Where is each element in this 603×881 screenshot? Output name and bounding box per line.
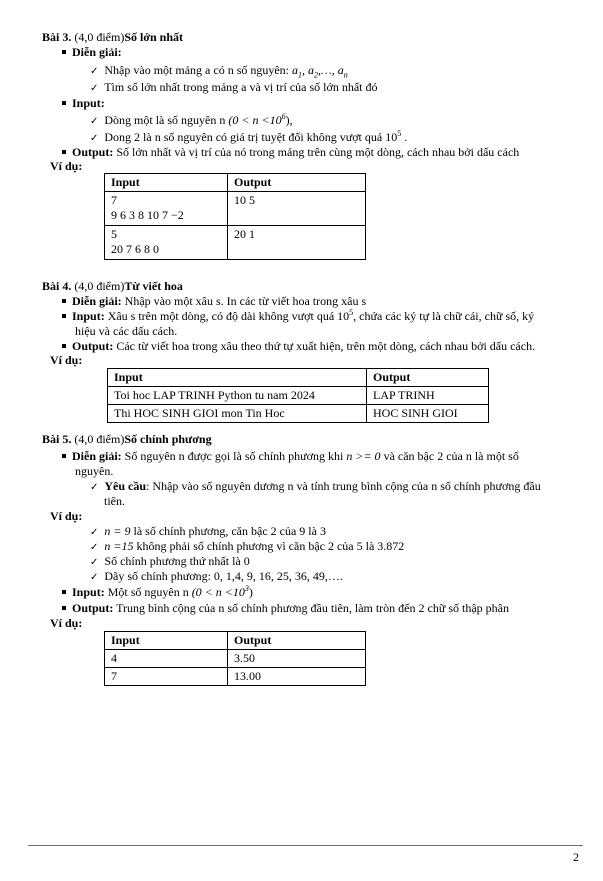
table-cell-output: 10 5 (228, 192, 366, 226)
b5-heading (42, 432, 212, 447)
b3-dg-item-2 (90, 80, 378, 96)
checkmark-icon: ✓ (90, 482, 99, 493)
b3-dg2-text: Tìm số lớn nhất trong mảng a và vị trí của số lớn nhất đó (104, 80, 378, 94)
b4-example-table (107, 368, 489, 423)
b3-in1-math: ($0 < n <10^6$ (228, 112, 286, 127)
table-cell-input: 5 20 7 6 8 0 (105, 226, 228, 260)
b5-input-label: Input: (72, 585, 105, 599)
table-row (108, 387, 489, 405)
checkmark-icon: ✓ (90, 542, 99, 553)
b3-dien-giai (62, 45, 122, 60)
b3-in1-text: Dòng một là số nguyên n (104, 113, 226, 127)
b4-dien-giai (62, 294, 366, 309)
b5-output (62, 601, 509, 616)
table-row (105, 192, 366, 226)
b5-yc-cont: tiên. (104, 494, 125, 508)
table-cell-output: HOC SINH GIOI (367, 405, 489, 423)
checkmark-icon: ✓ (90, 133, 99, 144)
table-header-row (108, 369, 489, 387)
b3-input-label: Input: (72, 96, 105, 110)
table-row (105, 650, 366, 668)
b3-example-table (104, 173, 366, 260)
checkmark-icon: ✓ (90, 572, 99, 583)
b4-heading-num: Bài 4. (42, 279, 72, 293)
b3-heading-num: Bài 3. (42, 30, 72, 44)
b5-heading-title: Số chính phương (124, 432, 212, 446)
b3-dien-giai-label: Diễn giải: (72, 45, 122, 59)
b3-input (62, 96, 105, 111)
square-bullet-icon (62, 299, 66, 303)
b4-heading-title: Từ viết hoa (124, 279, 183, 293)
b4-dien-giai-label: Diễn giải: (72, 294, 122, 308)
b5-output-label: Output: (72, 601, 114, 615)
b3-dg-item-1 (90, 63, 348, 79)
b3-heading-title: Số lớn nhất (124, 30, 184, 44)
square-bullet-icon (62, 454, 66, 458)
table-header-input: Input (108, 369, 367, 387)
square-bullet-icon (62, 50, 66, 54)
checkmark-icon: ✓ (90, 116, 99, 127)
footer-divider (28, 845, 583, 846)
b5-heading-points: (4,0 điểm) (74, 432, 125, 446)
square-bullet-icon (62, 590, 66, 594)
b3-in-item-2: ✓ Dong 2 là n số nguyên có giá trị tuyệt đối không vượt quá $10^5$ . (90, 129, 408, 144)
table-cell-input: 7 9 6 3 8 10 7 −2 (105, 192, 228, 226)
table-cell-output: 13.00 (228, 668, 366, 686)
b3-output-text: Số lớn nhất và vị trí của nó trong mảng trên cùng một dòng, cách nhau bởi dấu cách (116, 145, 520, 159)
b4-heading-points: (4,0 điểm) (74, 279, 125, 293)
b5-input: Input: Một số nguyên n $(0 < n <10^3)$ (62, 585, 253, 600)
b4-vidu-label: Ví dụ: (50, 353, 83, 367)
b4-input-label: Input: (72, 309, 105, 323)
table-cell-output: 3.50 (228, 650, 366, 668)
b3-dg1-text: Nhập vào một mảng a có n số nguyên: (104, 63, 290, 77)
square-bullet-icon (62, 101, 66, 105)
square-bullet-icon (62, 606, 66, 610)
b3-heading (42, 30, 183, 45)
b5-dien-giai-label: Diễn giải: (72, 449, 122, 463)
b4-input-cont: hiệu và các dấu cách. (75, 324, 178, 338)
table-cell-input: 4 (105, 650, 228, 668)
b5-vidu2-label: Ví dụ: (50, 616, 83, 630)
b3-heading-points: (4,0 điểm) (74, 30, 125, 44)
table-cell-input: Thi HOC SINH GIOI mon Tin Hoc (108, 405, 367, 423)
b3-vidu-label: Ví dụ: (50, 159, 83, 173)
b4-heading (42, 279, 183, 294)
table-cell-input: 7 (105, 668, 228, 686)
b5-vidu-label: Ví dụ: (50, 509, 83, 523)
b4-output (62, 339, 535, 354)
b5-ex-item-1: ✓ n = 9 là số chính phương, căn bậc 2 của 9 là 3 (90, 524, 326, 538)
table-cell-output: LAP TRINH (367, 387, 489, 405)
table-header-input: Input (105, 632, 228, 650)
b4-input: Input: Xâu s trên một dòng, có độ dài không vượt quá $10^5$, chứa các ký tự là chữ cái, chữ số, ký (62, 309, 587, 324)
table-row (105, 668, 366, 686)
b5-heading-num: Bài 5. (42, 432, 72, 446)
table-header-row (105, 174, 366, 192)
b4-dien-giai-text: Nhập vào một xâu s. In các từ viết hoa trong xâu s (124, 294, 367, 308)
table-cell-output: 20 1 (228, 226, 366, 260)
checkmark-icon: ✓ (90, 66, 99, 77)
square-bullet-icon (62, 314, 66, 318)
b5-output-text: Trung bình cộng của n số chính phương đầu tiên, làm tròn đến 2 chữ số thập phân (116, 601, 509, 615)
b4-output-text: Các từ viết hoa trong xâu theo thứ tự xuất hiện, trên một dòng, cách nhau bởi dấu cách. (116, 339, 536, 353)
b3-in-item-1: ✓ Dòng một là số nguyên n $(0 < n <10^6)$, (90, 112, 293, 127)
b5-yeu-cau: ✓ Yêu cầu: Nhập vào số nguyên dương n và tính trung bình cộng của n số chính phương đầu (90, 479, 541, 493)
square-bullet-icon (62, 344, 66, 348)
table-header-output: Output (228, 174, 366, 192)
b3-dg1-seq: $a_1$, $a_2,\dots$, $a_n$ (292, 63, 348, 80)
b5-dien-giai: Diễn giải: Số nguyên n được gọi là số chính phương khi n >= 0 và căn bậc 2 của n là một số (62, 449, 587, 464)
page-number: 2 (573, 850, 579, 864)
b5-ex-item-3: ✓ Số chính phương thứ nhất là 0 (90, 554, 250, 568)
checkmark-icon: ✓ (90, 557, 99, 568)
square-bullet-icon (62, 150, 66, 154)
table-header-input: Input (105, 174, 228, 192)
b5-yc-label: Yêu cầu (104, 479, 147, 493)
checkmark-icon: ✓ (90, 527, 99, 538)
table-row (108, 405, 489, 423)
table-row (105, 226, 366, 260)
table-header-output: Output (228, 632, 366, 650)
b3-in2-text: Dong 2 là n số nguyên có giá trị tuyệt đối không vượt quá 10 (104, 130, 398, 144)
b5-ex-item-2: ✓ n =15 không phải số chính phương vì căn bậc 2 của 5 là 3.872 (90, 539, 405, 553)
b5-example-table (104, 631, 366, 686)
b5-dien-giai-cont: nguyên. (75, 464, 114, 478)
b3-output (62, 145, 519, 160)
b5-ex-item-4: ✓ Dãy số chính phương: 0, 1,4, 9, 16, 25, 36, 49,…. (90, 569, 343, 583)
checkmark-icon: ✓ (90, 83, 99, 94)
b4-output-label: Output: (72, 339, 114, 353)
table-header-output: Output (367, 369, 489, 387)
table-cell-input: Toi hoc LAP TRINH Python tu nam 2024 (108, 387, 367, 405)
table-header-row (105, 632, 366, 650)
b3-output-label: Output: (72, 145, 114, 159)
